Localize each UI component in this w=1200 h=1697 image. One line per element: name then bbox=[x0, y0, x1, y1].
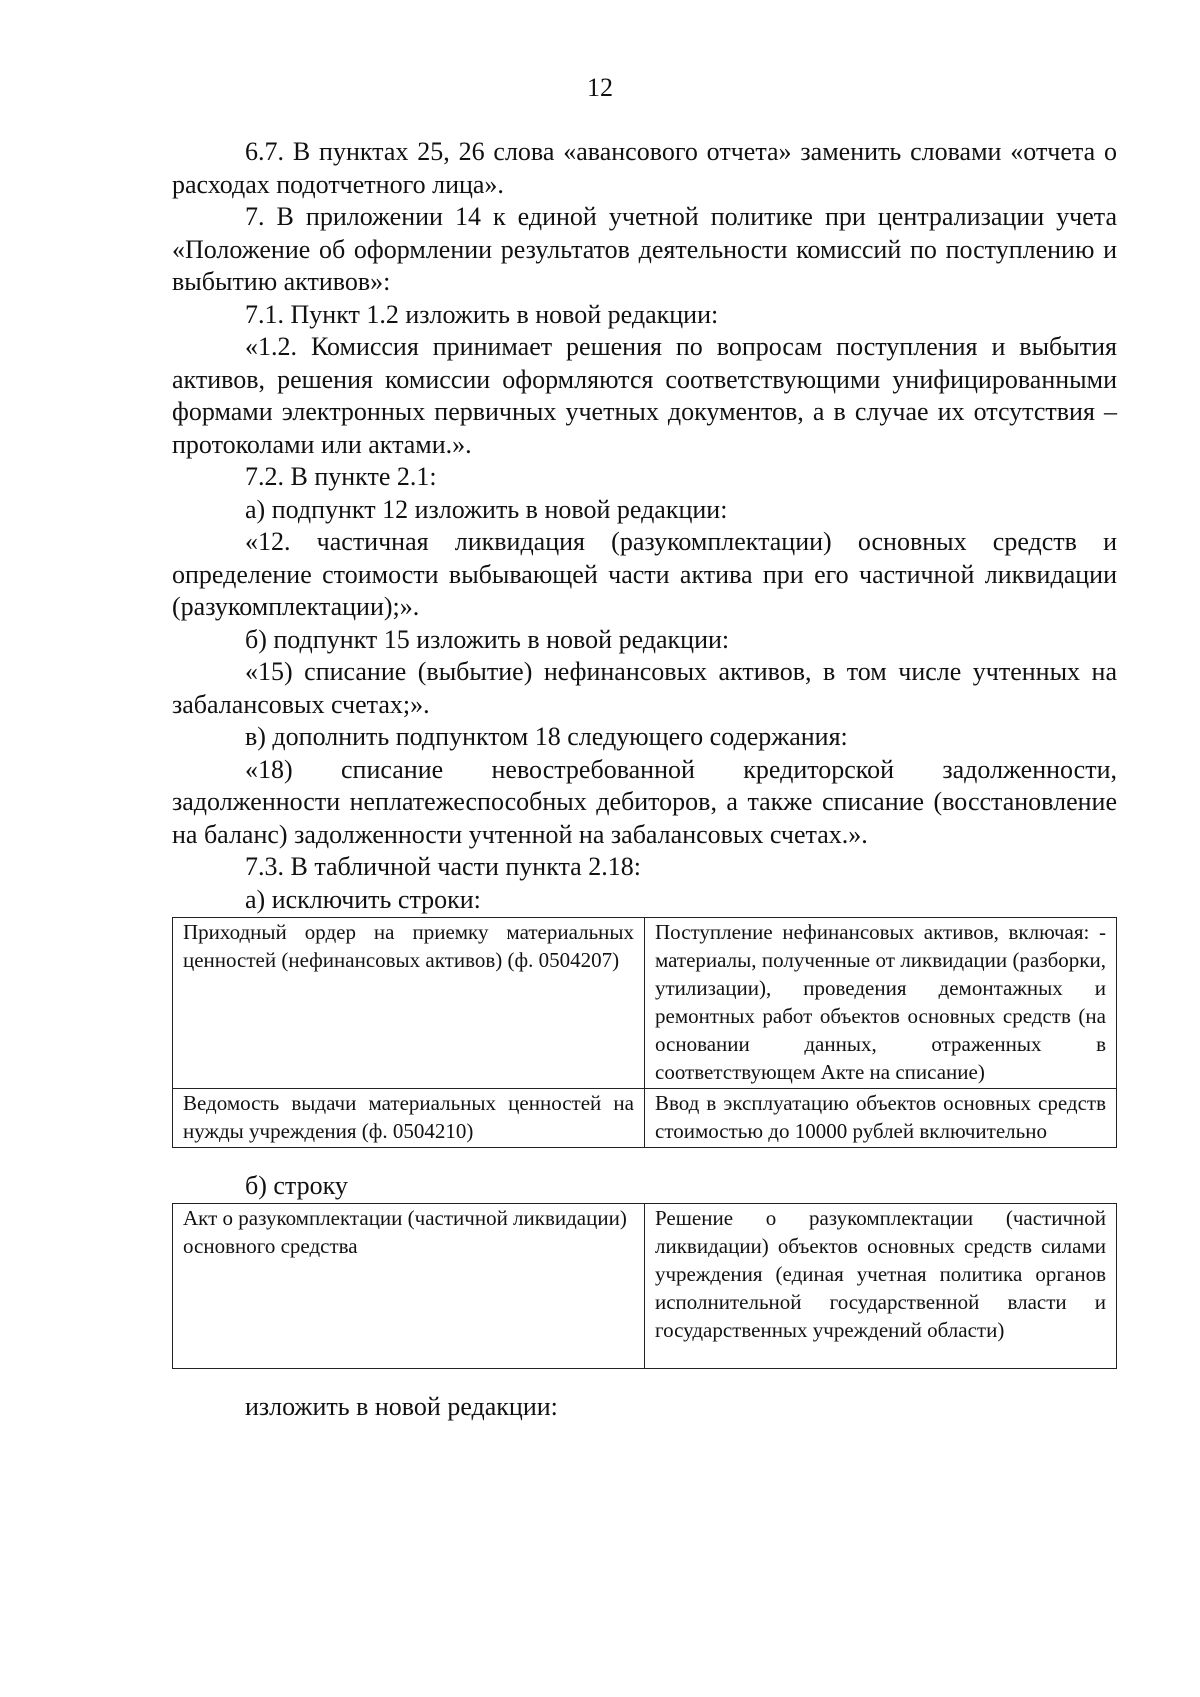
paragraph-exclude-rows: а) исключить строки: bbox=[245, 884, 481, 914]
paragraph-quote-18: «18) списание невостребованной кредиторской задолженности, задолженности неплатежеспособных дебиторов, а также списание (восстановление на баланс) задолженности учтенной на забалансовых счетах.». bbox=[172, 754, 1117, 849]
paragraph-7-2: 7.2. В пункте 2.1: bbox=[245, 462, 437, 491]
paragraph-subitem-v: в) дополнить подпунктом 18 следующего содержания: bbox=[245, 722, 848, 751]
spacer bbox=[172, 1148, 1117, 1170]
replaced-row-table bbox=[172, 1203, 1117, 1369]
paragraph-new-edition: изложить в новой редакции: bbox=[245, 1391, 558, 1421]
table-cell-document: Ведомость выдачи материальных ценностей на нужды учреждения (ф. 0504210) bbox=[173, 1089, 645, 1148]
excluded-rows-table bbox=[172, 917, 1117, 1148]
page-number: 12 bbox=[587, 73, 613, 102]
paragraph-quote-1-2: «1.2. Комиссия принимает решения по вопросам поступления и выбытия активов, решения комиссии оформляются соответствующими унифицированными формами электронных первичных учетных документов, а в случае их отсутствия – протоколами или актами.». bbox=[172, 332, 1117, 459]
table-cell-operation: Поступление нефинансовых активов, включая: - материалы, полученные от ликвидации (разборки, утилизации), проведения демонтажных и ремонтных работ объектов основных средств (на основании данных, отраженных в соответствующем Акте на списание) bbox=[645, 918, 1117, 1089]
paragraph-subitem-a: а) подпункт 12 изложить в новой редакции: bbox=[245, 494, 728, 524]
paragraph-7-1: 7.1. Пункт 1.2 изложить в новой редакции: bbox=[245, 299, 719, 329]
paragraph-quote-12: «12. частичная ликвидация (разукомплектации) основных средств и определение стоимости выбывающей части актива при его частичной ликвидации (разукомплектации);». bbox=[172, 527, 1117, 621]
paragraph-subitem-b: б) подпункт 15 изложить в новой редакции: bbox=[245, 624, 730, 654]
table-cell-operation: Решение о разукомплектации (частичной ликвидации) объектов основных средств силами учреждения (единая учетная политика органов исполнительной государственной власти и государственных учреждений области) bbox=[645, 1203, 1117, 1368]
spacer bbox=[172, 1369, 1117, 1391]
table-row bbox=[173, 1089, 1117, 1148]
paragraph-quote-15: «15) списание (выбытие) нефинансовых активов, в том числе учтенных на забалансовых счетах;». bbox=[172, 657, 1117, 719]
document-body bbox=[172, 136, 1117, 1423]
paragraph-7-3: 7.3. В табличной части пункта 2.18: bbox=[245, 852, 641, 881]
table-cell-operation: Ввод в эксплуатацию объектов основных средств стоимостью до 10000 рублей включительно bbox=[645, 1089, 1117, 1148]
paragraph-7: 7. В приложении 14 к единой учетной политике при централизации учета «Положение об оформлении результатов деятельности комиссий по поступлению и выбытию активов»: bbox=[172, 202, 1117, 296]
paragraph-6-7: 6.7. В пунктах 25, 26 слова «авансового отчета» заменить словами «отчета о расходах подотчетного лица». bbox=[172, 137, 1117, 199]
table-cell-document: Акт о разукомплектации (частичной ликвидации) основного средства bbox=[173, 1203, 645, 1368]
table-row bbox=[173, 918, 1117, 1089]
table-cell-document: Приходный ордер на приемку материальных ценностей (нефинансовых активов) (ф. 0504207) bbox=[173, 918, 645, 1089]
table-row bbox=[173, 1203, 1117, 1368]
label-row-b: б) строку bbox=[245, 1171, 348, 1200]
